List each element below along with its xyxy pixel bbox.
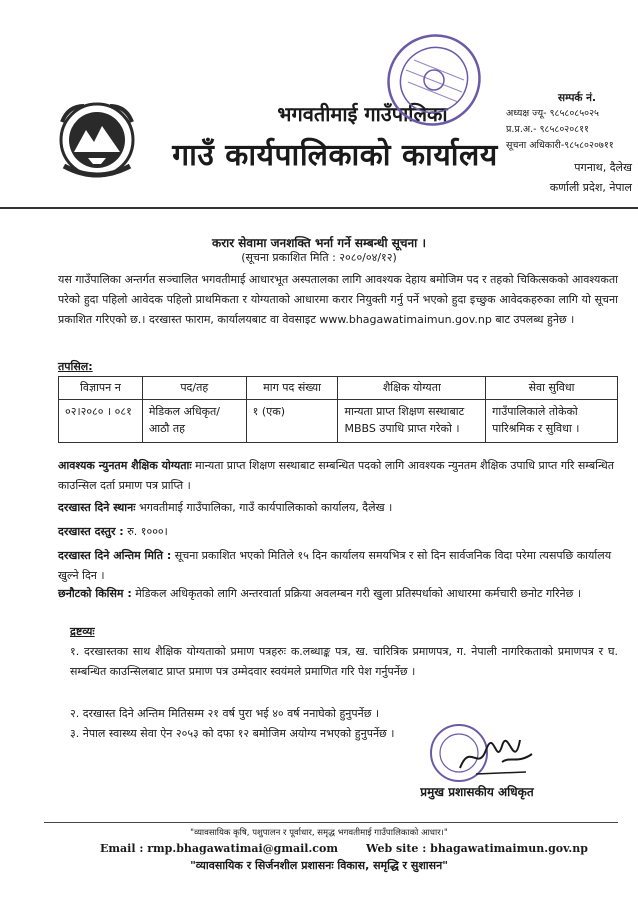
office-title: गाउँ कार्यपालिकाको कार्यालय	[172, 138, 498, 173]
address-line: कर्णाली प्रदेश, नेपाल	[549, 181, 632, 194]
note-item: १. दरखास्तका साथ शैक्षिक योग्यताको प्रमाण पत्रहरुः क.लब्धाङ्क पत्र, ख. चारित्रिक प्रमाणपत्र, ग. नेपाली नागरिकताको प्रमाणपत्र र घ. सम्बन्धित काउन्सिलबाट प्राप्त प्रमाण पत्र उम्मेदवार स्वयंमले प्रमाणित गरि पेश गर्नुपर्नेछ ।	[70, 645, 618, 678]
section-application-place	[58, 498, 618, 518]
contact-line: सूचना अधिकारी-९८५८०२०७११	[506, 140, 614, 151]
notice-title: करार सेवामा जनशक्ति भर्ना गर्ने सम्बन्धी सूचना ।	[211, 236, 426, 250]
contact-line: अध्यक्ष ज्यू- ९८५८०८५०२५	[506, 108, 599, 119]
table-header-row	[59, 377, 618, 400]
handwritten-signature-icon	[456, 732, 536, 780]
table-cell: १ (एक)	[246, 400, 338, 443]
footer-slogan: "व्यावसायिक कृषि, पशुपालन र पूर्वाधार, समृद्ध भगवतीमाई गाउँपालिकाको आधार।"	[190, 828, 448, 838]
section-text: मेडिकल अधिकृतको लागि अन्तरवार्ता प्रक्रिया अवलम्बन गरी खुला प्रतिस्पर्धाको आधारमा कर्मचारी छनोट गरिनेछ ।	[135, 587, 582, 600]
nepal-emblem-icon	[54, 100, 140, 180]
website-link[interactable]: bhagawatimaimun.gov.np	[430, 842, 588, 855]
table-cell: गाउँपालिकाले तोकेको पारिश्रमिक र सुविधा ।	[486, 400, 618, 443]
column-header: माग पद संख्या	[246, 377, 338, 400]
section-label: दरखास्त दिने अन्तिम मिति :	[58, 549, 172, 562]
notes-heading: द्रष्टव्यः	[70, 625, 95, 638]
office-name: भगवतीमाई गाउँपालिका	[277, 102, 448, 126]
contact-line: प्र.प्र.अ.- ९८५८०२०८११	[506, 124, 589, 135]
section-label: आवश्यक न्युनतम शैक्षिक योग्यताः	[58, 459, 192, 472]
header-divider	[0, 207, 638, 209]
note-item: २. दरखास्त दिने अन्तिम मितिसम्म २१ वर्ष पुरा भई ४० वर्ष ननाघेको हुनुपर्नेछ ।	[70, 707, 380, 720]
section-label: दरखास्त दस्तुर :	[58, 525, 124, 538]
office-address	[514, 158, 632, 198]
table-cell: मेडिकल अधिकृत/ आठौ तह	[142, 400, 246, 443]
details-label: तपसिल:	[58, 360, 93, 373]
footer-divider	[44, 822, 618, 823]
section-text: मान्यता प्राप्त शिक्षण सस्थाबाट सम्बन्धित पदको लागि आवश्यक न्युनतम शैक्षिक उपाधि प्राप्त गरि सम्बन्धित काउन्सिल दर्ता प्रमाण पत्र प्राप्ति ।	[58, 459, 615, 492]
table-cell: मान्यता प्राप्त शिक्षण सस्थाबाट MBBS उपाधि प्राप्त गरेको ।	[338, 400, 486, 443]
section-label: दरखास्त दिने स्थानः	[58, 501, 136, 514]
notice-date: (सूचना प्रकाशित मिति : २०८०/०४/१२)	[241, 251, 397, 264]
footer-website	[366, 842, 588, 855]
vacancy-table	[58, 376, 618, 443]
column-header: शैक्षिक योग्यता	[338, 377, 486, 400]
email-label: Email :	[100, 842, 144, 855]
column-header: सेवा सुविधा	[486, 377, 618, 400]
website-label: Web site :	[366, 842, 427, 855]
column-header: विज्ञापन न	[59, 377, 143, 400]
section-text: रु. १०००।	[127, 525, 168, 538]
section-text: भगवतीमाई गाउँपालिका, गाउँ कार्यपालिकाको कार्यालय, दैलेख ।	[138, 501, 393, 514]
contact-heading: सम्पर्क नं.	[558, 92, 596, 104]
office-seal-stamp-icon	[384, 30, 484, 130]
section-fee	[58, 522, 618, 542]
section-text: सूचना प्रकाशित भएको मितिले १५ दिन कार्यालय समयभित्र र सो दिन सार्वजनिक विदा परेमा त्यसपछि कार्यालय खुल्ने दिन ।	[58, 549, 612, 582]
column-header: पद/तह	[142, 377, 246, 400]
footer-motto: "व्यावसायिक र सिर्जनशील प्रशासनः विकास, समृद्धि र सुशासन"	[190, 859, 448, 872]
section-selection	[58, 584, 618, 604]
email-link[interactable]: rmp.bhagawatimai@gmail.com	[147, 842, 338, 855]
section-deadline	[58, 546, 618, 586]
signatory-title: प्रमुख प्रशासकीय अधिकृत	[420, 785, 534, 799]
section-qualification	[58, 456, 618, 496]
note-item: ३. नेपाल स्वास्थ्य सेवा ऐन २०५३ को दफा १२ बमोजिम अयोग्य नभएको हुनुपर्नेछ ।	[70, 727, 395, 740]
table-row	[59, 400, 618, 443]
footer-email	[100, 842, 338, 855]
section-label: छनौटको किसिम :	[58, 587, 132, 600]
address-line: पगनाथ, दैलेख	[574, 161, 632, 174]
notice-paragraph: यस गाउँपालिका अन्तर्गत सञ्चालित भगवतीमाई आधारभूत अस्पतालका लागि आवश्यक देहाय बमोजिम पद र तहको चिकित्सकको आवश्यकता परेको हुदा पहिलो आवेदक पहिलो प्राथमिकता र योग्यताको आधारमा करार नियुक्ती गर्नु पर्ने भएको हुदा इच्छुक आवेदकहरुका लागि यो सूचना प्रकाशित गरिएको छ.। दरखास्त फाराम, कार्यालयबाट वा वेवसाइट www.bhagawatimaimun.gov.np बाट उपलब्ध हुनेछ ।	[58, 273, 618, 326]
contact-block	[506, 90, 634, 154]
table-cell: ०२।२०८० । ०८१	[59, 400, 143, 443]
